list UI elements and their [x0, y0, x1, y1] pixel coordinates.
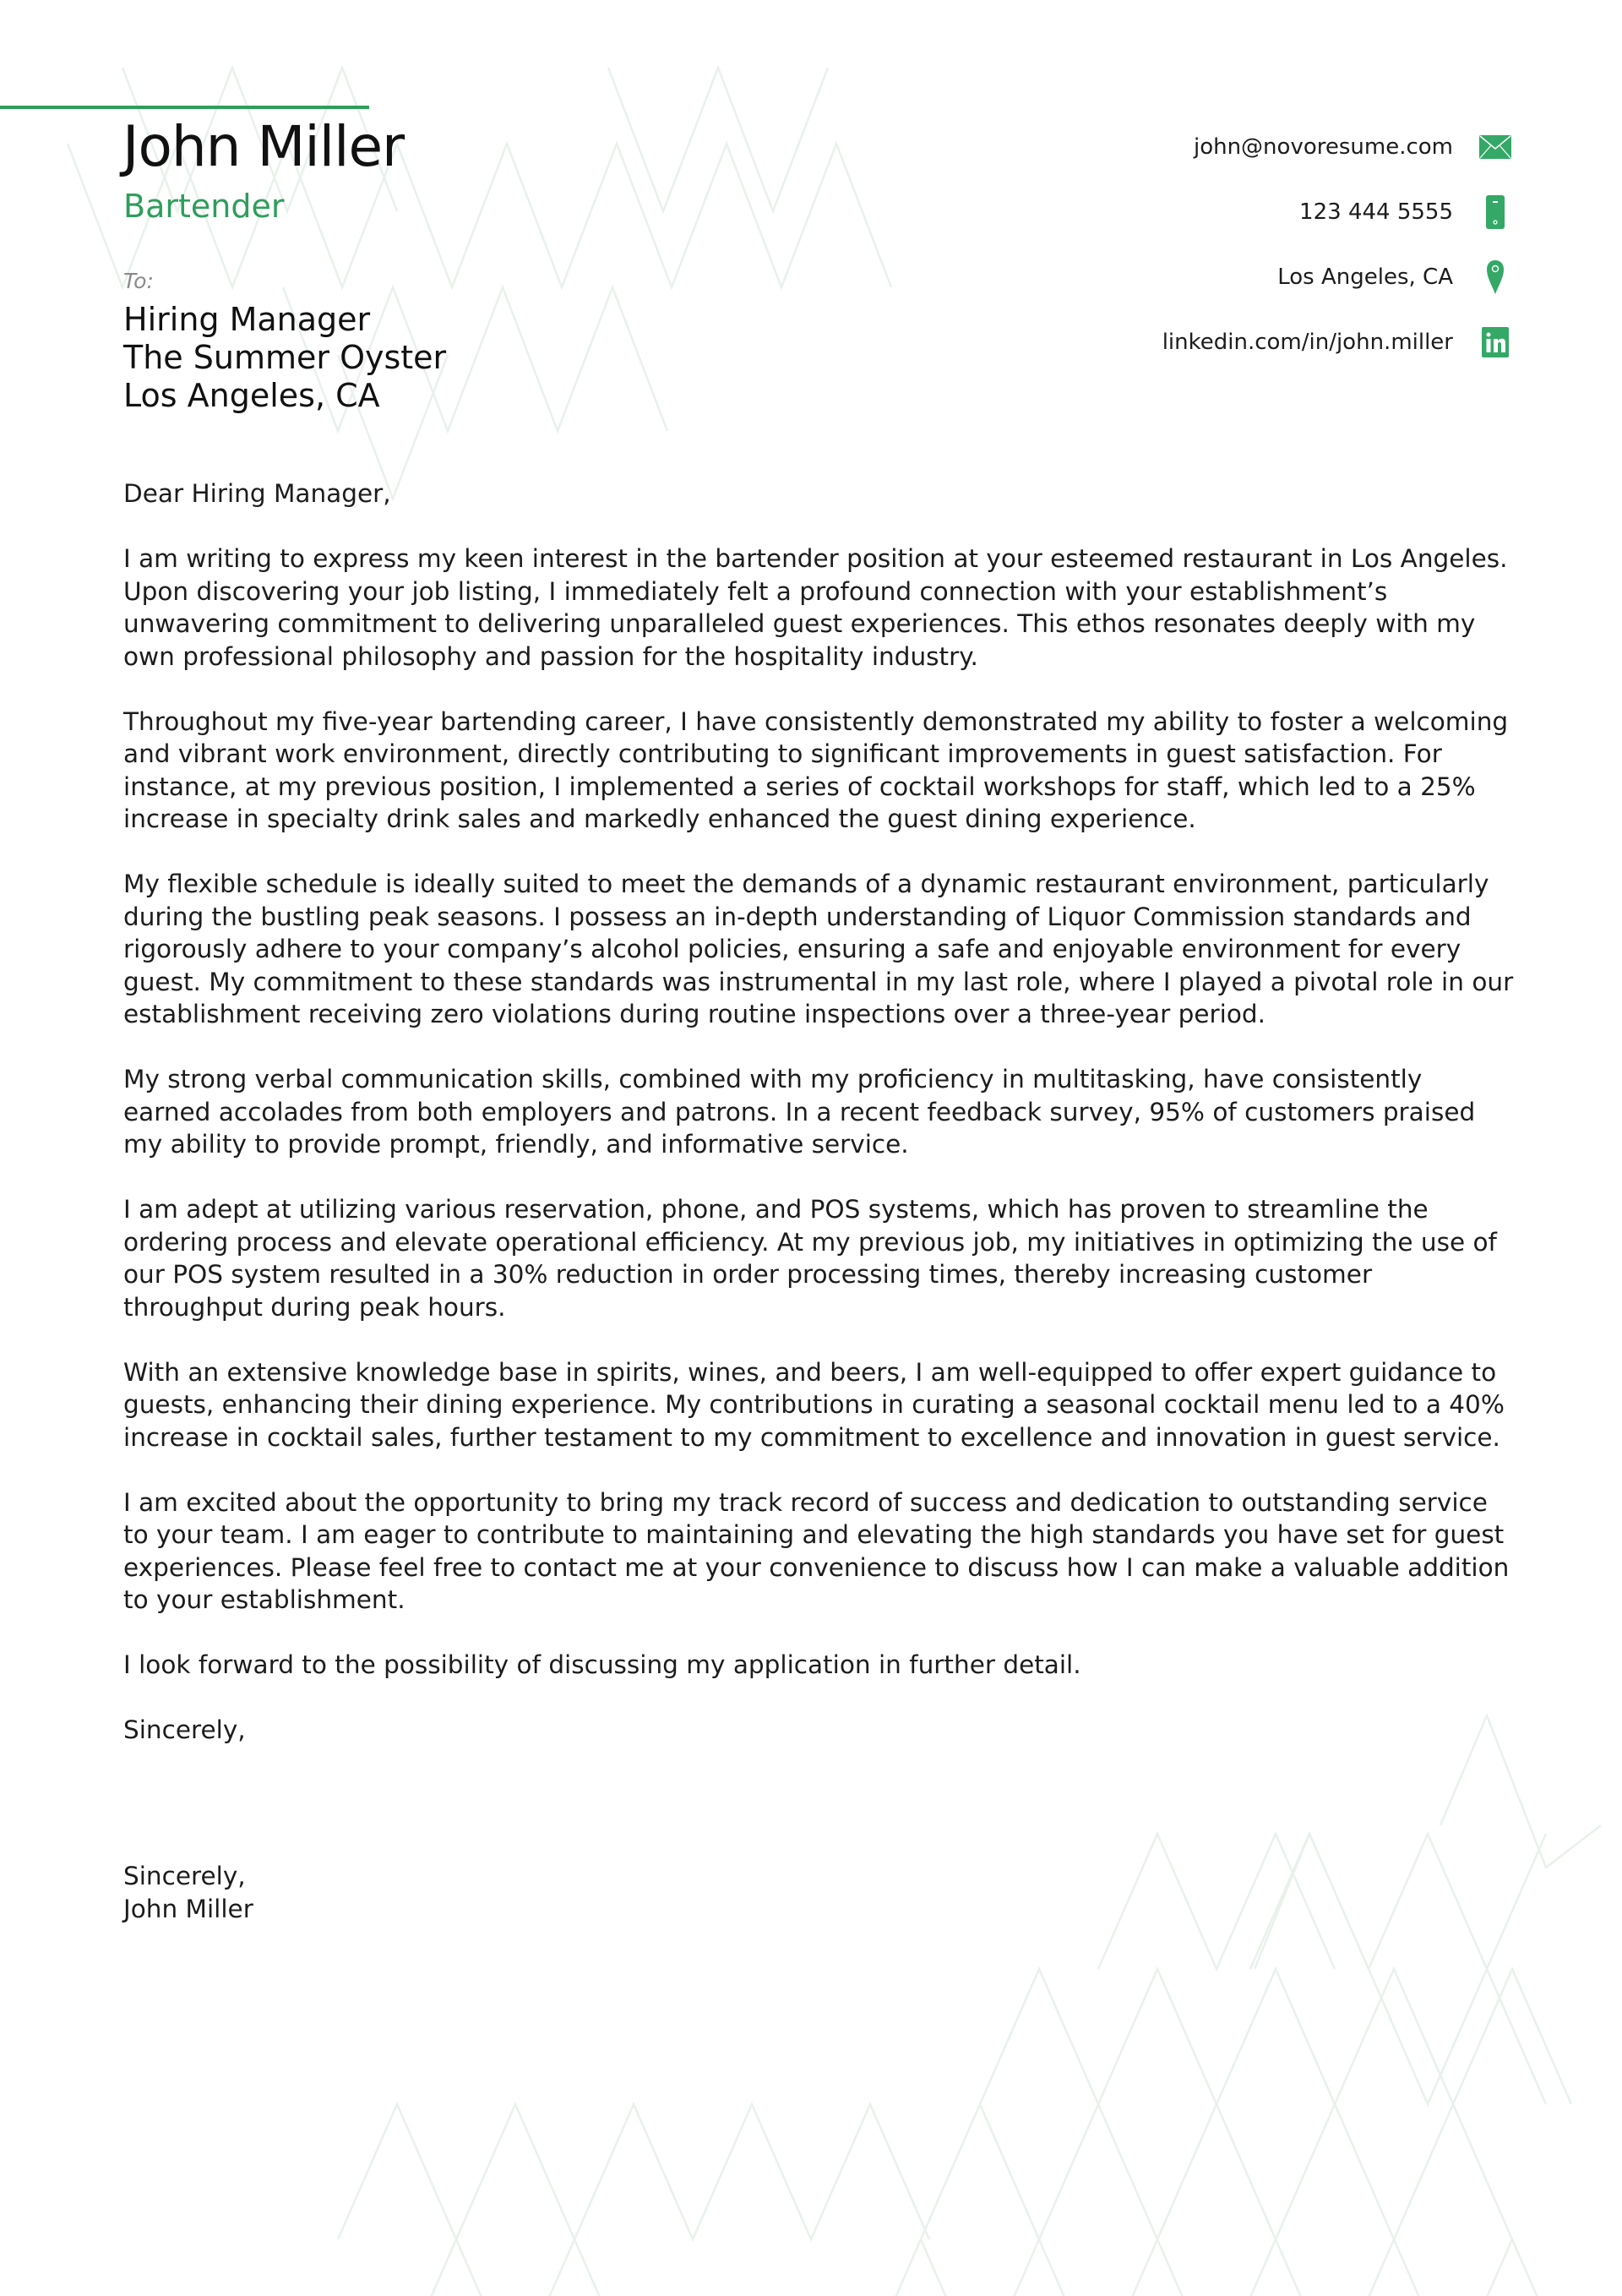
applicant-role: Bartender — [123, 188, 285, 225]
letter-paragraph: I am excited about the opportunity to bring my track record of success and dedication to outstanding service to your team. I am eager to contribute to maintaining and elevating the high standards you have set for guest experiences. Please feel free to contact me at your convenience to discuss how I can make a valuable addition to your establishment. — [123, 1487, 1510, 1614]
contact-location-text: Los Angeles, CA — [1277, 264, 1453, 290]
applicant-name: John Miller — [122, 114, 405, 179]
pattern-line — [980, 1969, 1571, 2104]
letter-paragraph: I am adept at utilizing various reservation, phone, and POS systems, which has proven to streamline the ordering process and elevate operational efficiency. At my previous job, my initiatives in optimizing the use of our POS system resulted in a 30% reduction in order processing times, thereby increasing customer throughput during peak hours. — [123, 1195, 1497, 1322]
to-label: To: — [123, 269, 154, 293]
signature-block — [123, 1860, 1517, 1925]
contact-email[interactable] — [1162, 114, 1512, 179]
pattern-line — [1369, 1969, 1546, 2104]
contact-phone-text[interactable]: 123 444 5555 — [1299, 199, 1453, 225]
signature-space — [123, 1779, 1517, 1860]
signature-closing: Sincerely, — [123, 1862, 246, 1890]
letter-paragraph: With an extensive knowledge base in spirits, wines, and beers, I am well-equipped to offer expert guidance to guests, enhancing their dining experience. My contributions in curating a seasonal cocktail menu led to a 40% increase in cocktail sales, further testament to my commitment to excellence and innovation in guest service. — [123, 1357, 1505, 1452]
pattern-line — [608, 68, 828, 211]
contact-phone[interactable] — [1162, 179, 1512, 244]
envelope-icon — [1478, 130, 1512, 164]
letter-paragraph: My flexible schedule is ideally suited to meet the demands of a dynamic restaurant environment, particularly during the bustling peak seasons. I possess an in-depth understanding of Liquor Commission standards and rigorously adhere to your company’s alcohol policies, ensuring a safe and enjoyable environment for every guest. My commitment to these standards was instrumental in my last role, where I played a pivotal role in our establishment receiving zero violations during routine inspections over a three-year period. — [123, 870, 1514, 1028]
salutation: Dear Hiring Manager, — [123, 479, 391, 508]
contact-list — [1162, 114, 1512, 374]
recipient-line: Los Angeles, CA — [123, 377, 380, 414]
letter-paragraph: I am writing to express my keen interest in the bartender position at your esteemed restaurant in Los Angeles. Upon discovering your job listing, I immediately felt a profound connection with your establishment’s unwavering commitment to delivering unparalleled guest experiences. This ethos resonates deeply with my own professional philosophy and passion for the hospitality industry. — [123, 544, 1508, 671]
closing: Sincerely, — [123, 1715, 246, 1744]
letter-paragraph: My strong verbal communication skills, combined with my proficiency in multitasking, have consistently earned accolades from both employers and patrons. In a recent feedback survey, 95% of customers praised my ability to provide prompt, friendly, and informative service. — [123, 1065, 1476, 1159]
location-pin-icon — [1478, 260, 1512, 294]
pattern-line — [338, 2104, 929, 2239]
signature-name: John Miller — [123, 1894, 253, 1923]
pattern-line — [921, 2104, 1512, 2239]
contact-email-text[interactable]: john@novoresume.com — [1193, 134, 1453, 160]
recipient-block — [123, 301, 446, 415]
recipient-line: Hiring Manager — [123, 301, 371, 338]
contact-linkedin-text[interactable]: linkedin.com/in/john.miller — [1162, 329, 1453, 355]
pattern-line — [397, 2239, 634, 2296]
contact-linkedin[interactable] — [1162, 309, 1512, 374]
letter-body — [123, 477, 1517, 1925]
accent-line — [0, 106, 369, 109]
letter-paragraph: I look forward to the possibility of discussing my application in further detail. — [123, 1650, 1081, 1679]
linkedin-icon — [1478, 325, 1512, 359]
letter-paragraph: Throughout my five-year bartending career, I have consistently demonstrated my ability to foster a welcoming and vibrant work environment, directly contributing to significant improvements in guest satisfaction. For instance, at my previous position, I implemented a series of cocktail workshops for staff, which led to a 25% increase in specialty drink sales and markedly enhanced the guest dining experience. — [123, 706, 1509, 833]
contact-location — [1162, 244, 1512, 309]
recipient-line: The Summer Oyster — [123, 339, 447, 376]
pattern-line — [862, 2239, 1571, 2296]
phone-icon — [1478, 195, 1512, 229]
